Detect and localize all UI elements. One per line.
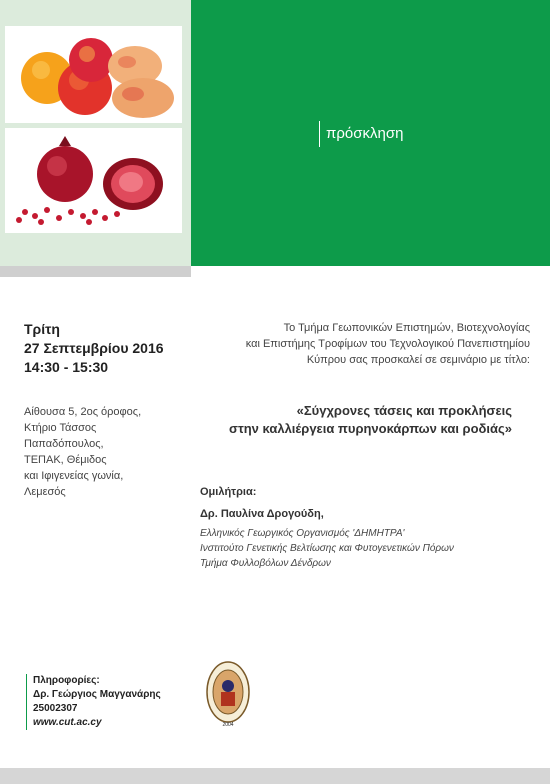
- event-day: Τρίτη: [24, 321, 60, 337]
- university-seal-logo: [205, 658, 251, 730]
- speaker-label: Ομιλήτρια:: [200, 486, 257, 498]
- event-date-block: [24, 320, 164, 377]
- contact-name: Δρ. Γεώργιος Μαγγανάρης: [33, 689, 161, 700]
- seal-year: 2004: [222, 722, 234, 728]
- contact-info: [26, 674, 161, 730]
- speaker-affiliation: [200, 526, 454, 571]
- invitation-intro-text: [200, 320, 530, 368]
- seminar-title-line: στην καλλιέργεια πυρηνοκάρπων και ροδιάς»: [229, 421, 512, 436]
- footer-grey-band: [0, 768, 550, 784]
- venue-line: Κτήριο Τάσσος: [24, 422, 97, 434]
- seminar-title: [194, 402, 512, 438]
- venue-line: και Ιφιγενείας γωνία,: [24, 470, 124, 482]
- fruit-photo-pomegranates: [5, 128, 182, 233]
- event-time: 14:30 - 15:30: [24, 359, 109, 375]
- venue-line: ΤΕΠΑΚ, Θέμιδος: [24, 454, 107, 466]
- fruit-photo-peaches: [5, 26, 182, 123]
- contact-label: Πληροφορίες:: [33, 675, 100, 686]
- affiliation-line: Ελληνικός Γεωργικός Οργανισμός 'ΔΗΜΗΤΡΑ': [200, 528, 405, 539]
- venue-address: [24, 404, 141, 500]
- speaker-name: Δρ. Παυλίνα Δρογούδη,: [200, 508, 324, 520]
- left-image-panel: [0, 0, 191, 266]
- venue-line: Αίθουσα 5, 2ος όροφος,: [24, 406, 142, 418]
- seminar-title-line: «Σύγχρονες τάσεις και προκλήσεις: [296, 403, 512, 418]
- invitation-label: πρόσκληση: [319, 121, 403, 147]
- venue-line: Λεμεσός: [24, 486, 66, 498]
- grey-divider-band: [0, 266, 191, 277]
- intro-line: Κύπρου σας προσκαλεί σε σεμινάριο με τίτλο:: [306, 354, 530, 366]
- intro-line: και Επιστήμης Τροφίμων του Τεχνολογικού Πανεπιστημίου: [245, 338, 530, 350]
- venue-line: Παπαδόπουλος,: [24, 438, 104, 450]
- affiliation-line: Ινστιτούτο Γενετικής Βελτίωσης και Φυτογενετικών Πόρων: [200, 543, 454, 554]
- intro-line: Το Τμήμα Γεωπονικών Επιστημών, Βιοτεχνολογίας: [283, 322, 530, 334]
- contact-phone: 25002307: [33, 703, 78, 714]
- event-date: 27 Σεπτεμβρίου 2016: [24, 340, 164, 356]
- website-link[interactable]: www.cut.ac.cy: [33, 717, 102, 728]
- affiliation-line: Τμήμα Φυλλοβόλων Δένδρων: [200, 558, 331, 569]
